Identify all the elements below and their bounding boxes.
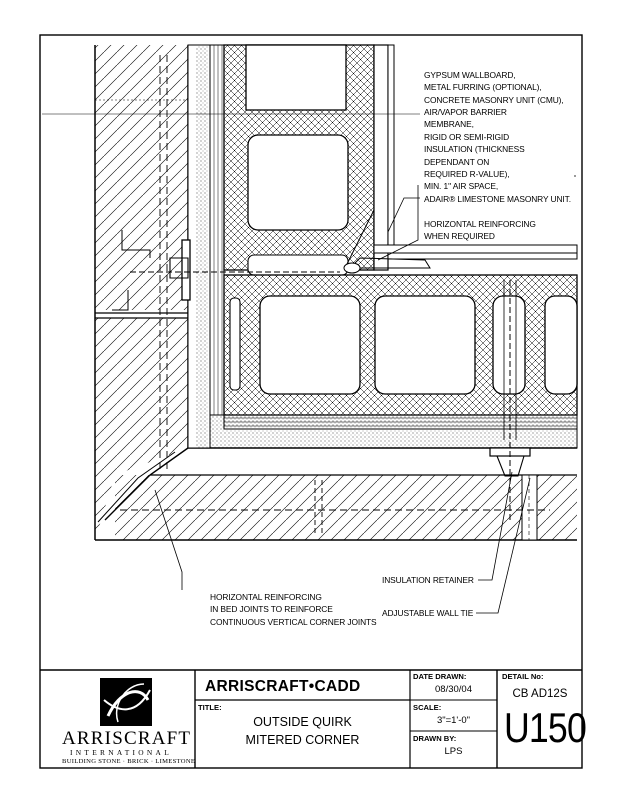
logo-subtitle: INTERNATIONAL <box>70 748 173 757</box>
brand-name: ARRISCRAFT•CADD <box>205 678 361 695</box>
reinforcing-when-required-note: HORIZONTAL REINFORCING WHEN REQUIRED <box>424 218 536 242</box>
cmu-vertical <box>224 45 374 275</box>
title-label: TITLE: <box>198 703 222 712</box>
logo-tagline: BUILDING STONE · BRICK · LIMESTONE <box>62 758 196 765</box>
cmu-horizontal <box>224 275 577 415</box>
scale-value: 3"=1'-0" <box>436 715 471 726</box>
drawn-by-label: DRAWN BY: <box>413 734 457 743</box>
logo-wordmark: ARRISCRAFT <box>62 728 192 749</box>
materials-note: GYPSUM WALLBOARD, METAL FURRING (OPTIONAL), CONCRETE MASONRY UNIT (CMU), AIR/VAPOR BARRIER MEMBRANE, RIGID OR SEMI-RIGID INSULATION (THICKNESS DEPENDANT ON REQUIRED R-VALUE), MIN. 1" AIR SPACE, ADAIR® LIMESTONE MASONRY UNIT. <box>424 69 571 204</box>
date-value: 08/30/04 <box>435 684 472 695</box>
scale-label: SCALE: <box>413 703 442 712</box>
drawn-by-value: LPS <box>444 746 463 757</box>
insulation-horizontal <box>210 415 577 448</box>
detail-ref: CB AD12S <box>512 688 568 700</box>
insulation-retainer-label: INSULATION RETAINER <box>382 575 474 585</box>
wall-tie-label: ADJUSTABLE WALL TIE <box>382 608 474 618</box>
detail-no-label: DETAIL No: <box>502 672 544 681</box>
bed-joints-reinforcing-note: HORIZONTAL REINFORCING IN BED JOINTS TO REINFORCE CONTINUOUS VERTICAL CORNER JOINTS <box>210 591 377 627</box>
insulation-vertical <box>188 45 224 448</box>
date-label: DATE DRAWN: <box>413 672 467 681</box>
drawing-title: OUTSIDE QUIRK MITERED CORNER <box>245 715 360 747</box>
detail-code: U150 <box>504 704 586 751</box>
